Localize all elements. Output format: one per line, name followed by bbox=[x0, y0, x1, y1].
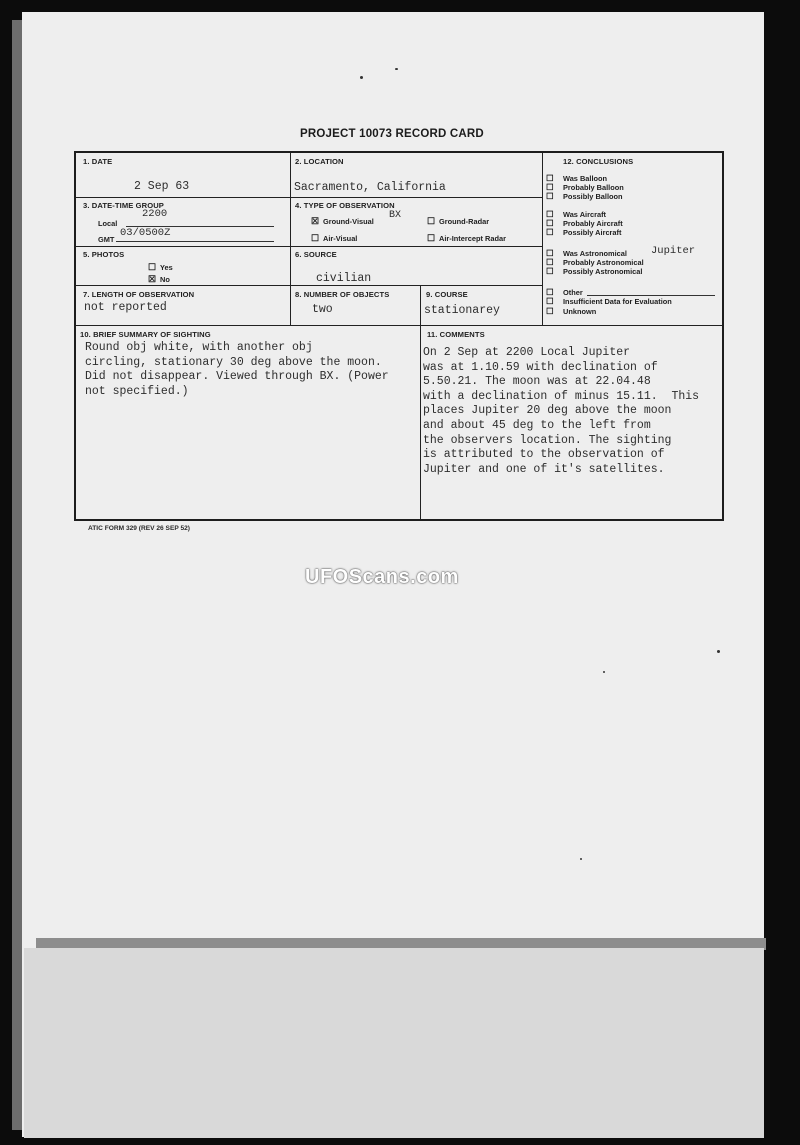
summary-label: 10. BRIEF SUMMARY OF SIGHTING bbox=[80, 330, 211, 339]
photos-no-checkbox: ☒ bbox=[148, 274, 157, 284]
summary-cell bbox=[76, 326, 421, 519]
photos-label: 5. PHOTOS bbox=[83, 250, 125, 259]
probably-astronomical-label: Probably Astronomical bbox=[563, 258, 644, 267]
location-cell bbox=[291, 153, 543, 198]
card-title: PROJECT 10073 RECORD CARD bbox=[300, 128, 484, 140]
other-underline bbox=[587, 295, 715, 296]
location-label: 2. LOCATION bbox=[295, 157, 344, 166]
insufficient-data-checkbox: ☐ bbox=[546, 296, 554, 306]
possibly-balloon-label: Possibly Balloon bbox=[563, 192, 623, 201]
type-of-observation-cell bbox=[291, 198, 543, 247]
source-label: 6. SOURCE bbox=[295, 250, 337, 259]
photos-yes-checkbox: ☐ bbox=[148, 262, 157, 272]
scan-speck bbox=[360, 76, 363, 79]
was-aircraft-label: Was Aircraft bbox=[563, 210, 606, 219]
comments-text: On 2 Sep at 2200 Local Jupiter was at 1.10.59 with declination of 5.50.21. The moon was at 22.04.48 with a declination of minus 15.11. This places Jupiter 20 deg above the moon and about 45 deg to the left from the observers location. The sighting is attributed to the observation of Jupiter and one of it's satellites. bbox=[423, 346, 700, 476]
balloon-checkbox: ☐ bbox=[546, 191, 554, 201]
air-visual-checkbox: ☐ bbox=[311, 233, 320, 243]
date-value: 2 Sep 63 bbox=[134, 180, 190, 193]
location-value: Sacramento, California bbox=[294, 181, 446, 194]
date-time-group-label: 3. DATE-TIME GROUP bbox=[83, 201, 164, 210]
source-cell bbox=[291, 247, 543, 286]
ground-visual-label: Ground-Visual bbox=[323, 217, 374, 226]
length-of-observation-label: 7. LENGTH OF OBSERVATION bbox=[83, 290, 195, 299]
ground-visual-checkbox: ☒ bbox=[311, 216, 320, 226]
gmt-time-value: 03/0500Z bbox=[120, 227, 171, 239]
other-checkbox: ☐ bbox=[546, 287, 554, 297]
astronomical-checkbox: ☐ bbox=[546, 257, 554, 267]
course-value: stationarey bbox=[424, 304, 500, 317]
document-lower-page bbox=[24, 948, 764, 1138]
form-footer: ATIC FORM 329 (REV 26 SEP 52) bbox=[88, 525, 190, 532]
source-value: civilian bbox=[316, 272, 372, 285]
length-of-observation-cell bbox=[76, 286, 291, 326]
comments-cell bbox=[421, 326, 722, 519]
course-label: 9. COURSE bbox=[426, 290, 468, 299]
type-of-observation-label: 4. TYPE OF OBSERVATION bbox=[295, 201, 395, 210]
watermark: UFOScans.com bbox=[305, 566, 459, 588]
aircraft-checkbox: ☐ bbox=[546, 209, 554, 219]
other-label: Other bbox=[563, 288, 583, 297]
astronomical-checkbox: ☐ bbox=[546, 248, 554, 258]
record-card bbox=[74, 151, 724, 521]
scan-speck bbox=[395, 68, 398, 70]
length-of-observation-value: not reported bbox=[84, 301, 167, 314]
probably-aircraft-label: Probably Aircraft bbox=[563, 219, 623, 228]
scan-speck bbox=[717, 650, 720, 653]
scan-speck bbox=[603, 671, 605, 673]
date-cell bbox=[76, 153, 291, 198]
was-balloon-label: Was Balloon bbox=[563, 174, 608, 183]
photos-cell bbox=[76, 247, 291, 286]
photos-yes-label: Yes bbox=[160, 263, 173, 272]
aircraft-checkbox: ☐ bbox=[546, 227, 554, 237]
number-of-objects-cell bbox=[291, 286, 421, 326]
insufficient-data-label: Insufficient Data for Evaluation bbox=[563, 297, 672, 306]
air-intercept-checkbox: ☐ bbox=[427, 233, 436, 243]
possibly-astronomical-label: Possibly Astronomical bbox=[563, 267, 643, 276]
was-astronomical-label: Was Astronomical bbox=[563, 249, 627, 258]
ground-radar-checkbox: ☐ bbox=[427, 216, 436, 226]
date-label: 1. DATE bbox=[83, 157, 113, 166]
aircraft-checkbox: ☐ bbox=[546, 218, 554, 228]
probably-balloon-label: Probably Balloon bbox=[563, 183, 624, 192]
gmt-underline bbox=[116, 241, 274, 242]
unknown-label: Unknown bbox=[563, 307, 597, 316]
ground-radar-label: Ground-Radar bbox=[439, 217, 490, 226]
local-label: Local bbox=[98, 219, 118, 228]
conclusions-label: 12. CONCLUSIONS bbox=[563, 157, 634, 166]
astronomical-note: Jupiter bbox=[651, 245, 696, 257]
conclusions-cell bbox=[543, 153, 722, 326]
air-intercept-label: Air-Intercept Radar bbox=[439, 234, 506, 243]
air-visual-label: Air-Visual bbox=[323, 234, 358, 243]
gmt-label: GMT bbox=[98, 235, 115, 244]
ground-visual-note: BX bbox=[389, 210, 402, 221]
number-of-objects-value: two bbox=[312, 303, 333, 316]
local-time-value: 2200 bbox=[142, 208, 168, 220]
possibly-aircraft-label: Possibly Aircraft bbox=[563, 228, 622, 237]
photos-no-label: No bbox=[160, 275, 170, 284]
summary-text: Round obj white, with another obj circling, stationary 30 deg above the moon. Did not disappear. Viewed through BX. (Power not specified.) bbox=[85, 341, 389, 398]
comments-label: 11. COMMENTS bbox=[427, 330, 485, 339]
unknown-checkbox: ☐ bbox=[546, 306, 554, 316]
balloon-checkbox: ☐ bbox=[546, 182, 554, 192]
number-of-objects-label: 8. NUMBER OF OBJECTS bbox=[295, 290, 390, 299]
astronomical-checkbox: ☐ bbox=[546, 266, 554, 276]
course-cell bbox=[421, 286, 543, 326]
scan-speck bbox=[580, 858, 582, 860]
balloon-checkbox: ☐ bbox=[546, 173, 554, 183]
date-time-group-cell bbox=[76, 198, 291, 247]
